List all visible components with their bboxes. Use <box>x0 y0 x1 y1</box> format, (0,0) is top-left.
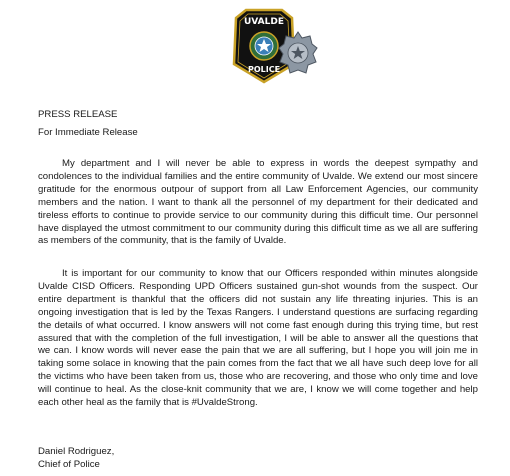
immediate-release-label: For Immediate Release <box>38 127 138 138</box>
signature-title: Chief of Police <box>38 459 100 470</box>
body-paragraph-2 <box>38 268 478 410</box>
press-release-heading: PRESS RELEASE <box>38 109 118 120</box>
patch-top-text: UVALDE <box>244 17 284 27</box>
signature-name: Daniel Rodriguez, <box>38 446 115 457</box>
paragraph-text: My department and I will never be able to express in words the deepest sympathy and condolences to the individual families and the entire community of Uvalde. We extend our most sincere gratitude for the enormous outpour of support from all Law Enforcement Agencies, our community members and the nation. I want to thank all the personnel of my department for their dedicated and tireless efforts to continue to provide service to our community during this difficult time. Our personnel have displayed the utmost commitment to our community during this difficult time as we all are suffering as members of the community, that is the family of Uvalde. <box>38 158 478 247</box>
police-badge-icon <box>278 30 318 78</box>
uvalde-police-logo <box>222 4 318 86</box>
patch-bottom-text: POLICE <box>247 65 281 74</box>
paragraph-text: It is important for our community to know that our Officers responded within minutes alongside Uvalde CISD Officers. Responding UPD Officers sustained gun-shot wounds from the suspect. Our entire department is thankful that the officers did not sustain any life threating injuries. This is an ongoing investigation that is led by the Texas Rangers. I understand questions are surfacing regarding the details of what occurred. I know answers will not come fast enough during this trying time, but rest assured that with the completion of the full investigation, I will be able to answer all the questions that we can. I know words will never ease the pain that we are all suffering, but I hope you will join me in taking some solace in knowing that the pain comes from the fact that we all have such deep love for all the victims who have been taken from us, those who are recovering, and those who only time and love will continue to heal. As the close-knit community that we are, I know we will come together and help each other heal as the family that is #UvaldeStrong. <box>38 268 478 409</box>
body-paragraph-1 <box>38 158 478 248</box>
